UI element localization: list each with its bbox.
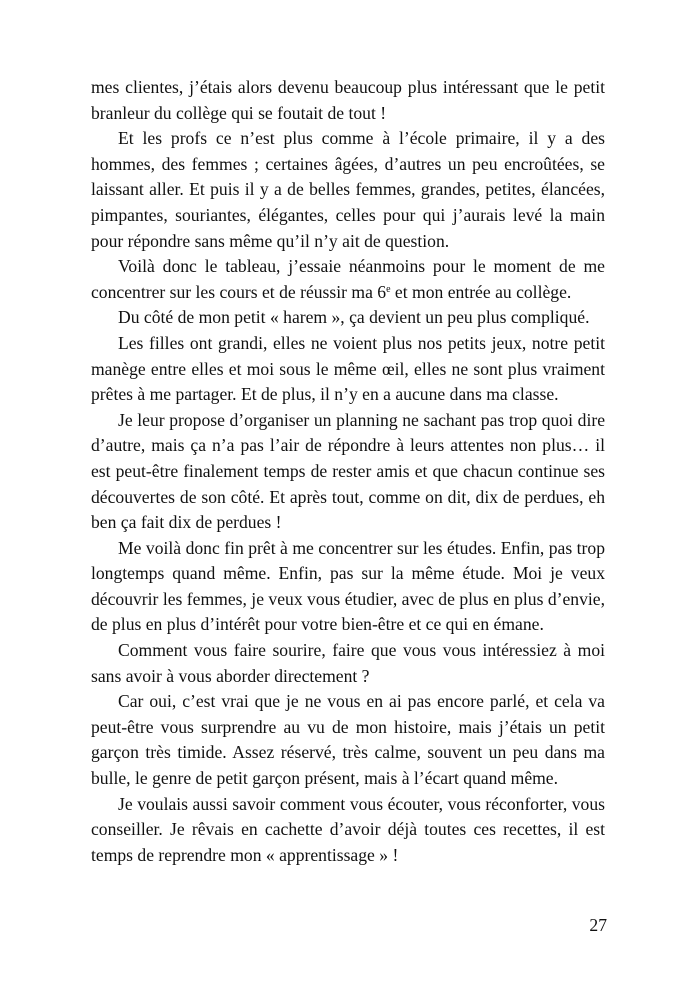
- superscript: e: [386, 283, 391, 295]
- paragraph: Je leur propose d’organiser un planning ne sachant pas trop quoi dire d’autre, mais ça n’a pas l’air de répondre à leurs attentes non plus… il est peut-être finalement temps de rester amis et que chacun continue ses découvertes de son côté. Et après tout, comme on dit, dix de perdues, eh ben ça fait dix de perdues !: [91, 409, 605, 533]
- paragraph: [91, 254, 605, 305]
- body-text: [91, 75, 605, 868]
- paragraph: Je voulais aussi savoir comment vous écouter, vous réconforter, vous conseiller. Je rêvais en cachette d’avoir déjà toutes ces recettes, il est temps de reprendre mon « apprentissage » !: [91, 793, 605, 865]
- paragraph-text: et mon entrée au collège.: [390, 281, 572, 302]
- paragraph: Car oui, c’est vrai que je ne vous en ai pas encore parlé, et cela va peut-être vous surprendre au vu de mon histoire, mais j’étais un petit garçon très timide. Assez réservé, très calme, souvent un peu dans ma bulle, le genre de petit garçon présent, mais à l’écart quand même.: [91, 691, 605, 789]
- paragraph: Du côté de mon petit « harem », ça devient un peu plus compliqué.: [118, 307, 590, 328]
- paragraph: Et les profs ce n’est plus comme à l’école primaire, il y a des hommes, des femmes ; certaines âgées, d’autres un peu encroûtées, se laissant aller. Et puis il y a de belles femmes, grandes, petites, élancées, pimpantes, souriantes, élégantes, celles pour qui j’aurais levé la main pour répondre sans même qu’il n’y ait de question.: [91, 128, 605, 251]
- page-number: 27: [589, 915, 607, 935]
- paragraph: Les filles ont grandi, elles ne voient plus nos petits jeux, notre petit manège entre elles et moi sous le même œil, elles ne sont plus vraiment prêtes à me partager. Et de plus, il n’y en a aucune dans ma classe.: [91, 332, 605, 405]
- paragraph: mes clientes, j’étais alors devenu beaucoup plus intéressant que le petit branleur du collège qui se foutait de tout !: [91, 77, 605, 123]
- paragraph: Comment vous faire sourire, faire que vous vous intéressiez à moi sans avoir à vous aborder directement ?: [91, 640, 605, 686]
- paragraph: Me voilà donc fin prêt à me concentrer sur les études. Enfin, pas trop longtemps quand même. Enfin, pas sur la même étude. Moi je veux découvrir les femmes, je veux vous étudier, avec de plus en plus d’envie, de plus en plus d’intérêt pour votre bien-être et ce qui en émane.: [91, 537, 605, 635]
- paragraph-text: Voilà donc le tableau, j’essaie néanmoins pour le moment de me concentrer sur les cours et de réussir ma 6: [91, 256, 605, 302]
